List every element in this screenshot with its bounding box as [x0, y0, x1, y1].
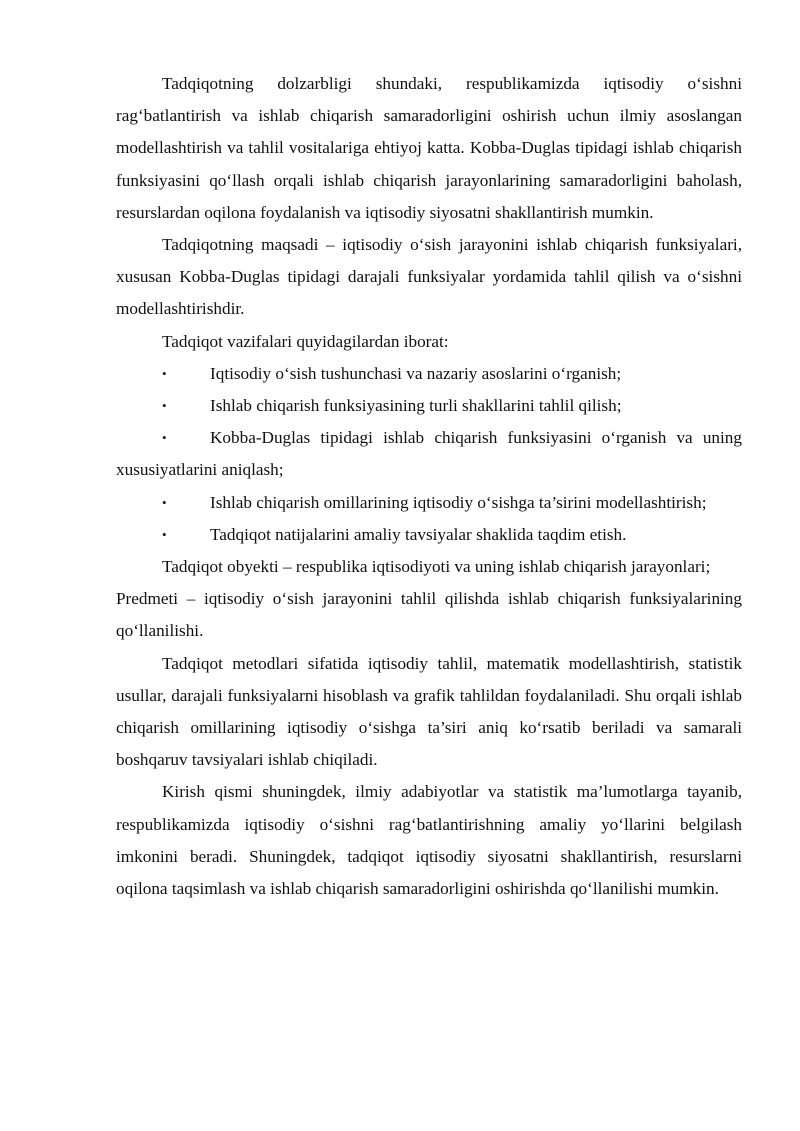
list-item [116, 422, 742, 486]
bullet-icon: • [162, 526, 167, 542]
list-item-text: Ishlab chiqarish funksiyasining turli shakllarini tahlil qilish; [210, 396, 622, 416]
paragraph-methods: Tadqiqot metodlari sifatida iqtisodiy tahlil, matematik modellashtirish, statistik usullar, darajali funksiyalarni hisoblash va grafik tahlildan foydalaniladi. Shu orqali ishlab chiqarish omillarining iqtisodiy o‘sishga ta’siri aniq ko‘rsatib beriladi va samarali boshqaruv tavsiyalari ishlab chiqiladi. [116, 653, 742, 770]
list-item [116, 390, 742, 422]
list-item-text: Kobba-Duglas tipidagi ishlab chiqarish funksiyasini o‘rganish va uning xususiyatlarini aniqlash; [116, 428, 742, 480]
bullet-icon: • [162, 494, 167, 510]
list-item [116, 487, 742, 519]
list-item [116, 519, 742, 551]
paragraph-subject: Predmeti – iqtisodiy o‘sish jarayonini tahlil qilishda ishlab chiqarish funksiyalarining qo‘llanilishi. [116, 589, 742, 641]
bullet-icon: • [162, 365, 167, 381]
list-item [116, 358, 742, 390]
paragraph-relevance: Tadqiqotning dolzarbligi shundaki, respublikamizda iqtisodiy o‘sishni rag‘batlantirish va ishlab chiqarish samaradorligini oshirish uchun ilmiy asoslangan modellashtirish va tahlil vositalariga ehtiyoj katta. Kobba-Duglas tipidagi ishlab chiqarish funksiyasini qo‘llash orqali ishlab chiqarish jarayonlarining samaradorligini baholash, resurslardan oqilona foydalanish va iqtisodiy siyosatni shakllantirish mumkin. [116, 74, 742, 222]
bullet-icon: • [162, 430, 167, 446]
bullet-icon: • [162, 398, 167, 414]
document-page [116, 68, 742, 905]
paragraph-object: Tadqiqot obyekti – respublika iqtisodiyoti va uning ishlab chiqarish jarayonlari; [162, 557, 711, 577]
paragraph-goal: Tadqiqotning maqsadi – iqtisodiy o‘sish jarayonini ishlab chiqarish funksiyalari, xususan Kobba-Duglas tipidagi darajali funksiyalar yordamida tahlil qilish va o‘sishni modellashtirishdir. [116, 235, 742, 319]
list-item-text: Ishlab chiqarish omillarining iqtisodiy o‘sishga ta’sirini modellashtirish; [210, 492, 707, 512]
list-item-text: Iqtisodiy o‘sish tushunchasi va nazariy asoslarini o‘rganish; [210, 363, 622, 383]
paragraph-tasks-intro: Tadqiqot vazifalari quyidagilardan iborat: [162, 331, 449, 351]
paragraph-intro-summary: Kirish qismi shuningdek, ilmiy adabiyotlar va statistik ma’lumotlarga tayanib, respublikamizda iqtisodiy o‘sishni rag‘batlantirishning amaliy yo‘llarini belgilash imkonini beradi. Shuningdek, tadqiqot iqtisodiy siyosatni shakllantirish, resurslarni oqilona taqsimlash va ishlab chiqarish samaradorligini oshirishda qo‘llanilishi mumkin. [116, 782, 742, 899]
list-item-text: Tadqiqot natijalarini amaliy tavsiyalar shaklida taqdim etish. [210, 524, 627, 544]
